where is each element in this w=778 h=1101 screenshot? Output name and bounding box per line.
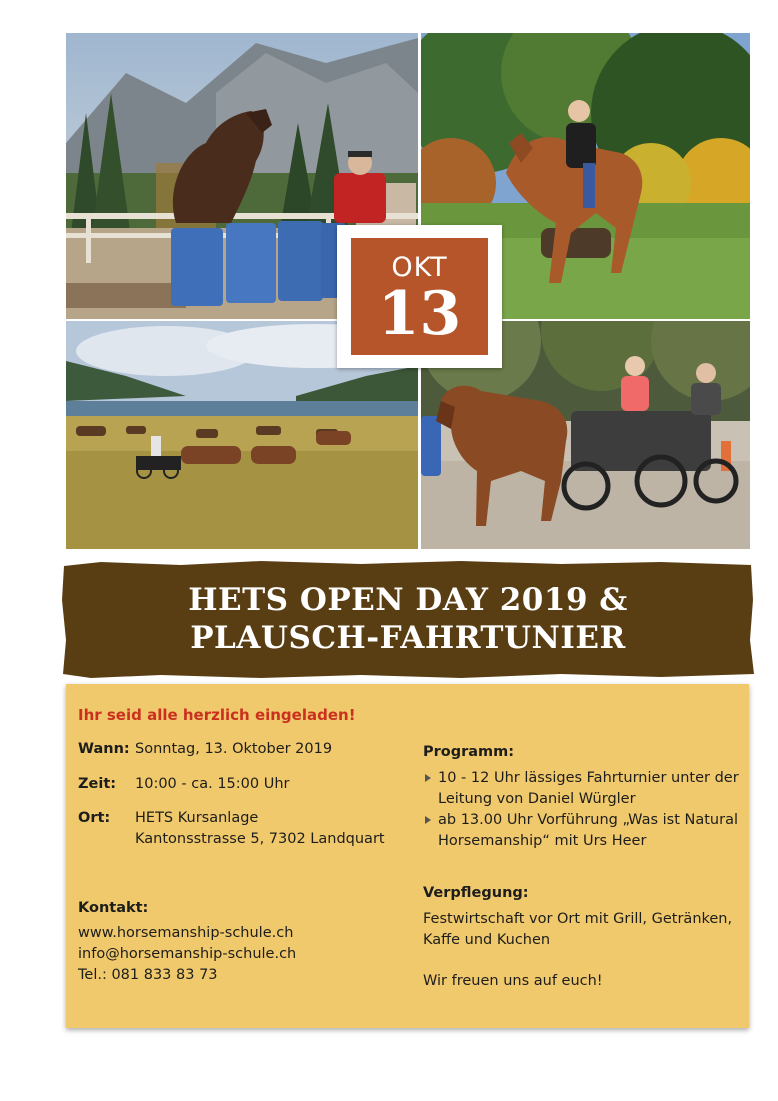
- triangle-bullet-icon: [425, 816, 431, 824]
- place-value: [135, 808, 385, 850]
- when-value: Sonntag, 13. Oktober 2019: [135, 741, 333, 757]
- date-month: OKT: [391, 252, 448, 283]
- triangle-bullet-icon: [425, 774, 431, 782]
- place-line1: HETS Kursanlage: [135, 810, 259, 826]
- title-banner: [61, 560, 755, 679]
- closing-text: Wir freuen uns auf euch!: [423, 973, 603, 989]
- info-box: [66, 684, 749, 1028]
- catering-text: [423, 909, 743, 951]
- invitation-text: Ihr seid alle herzlich eingeladen!: [78, 706, 356, 724]
- program-item-2-line1: ab 13.00 Uhr Vorführung „Was ist Natural: [438, 812, 738, 828]
- program-item-2-line2: Horsemanship“ mit Urs Heer: [438, 833, 647, 849]
- when-label: Wann:: [78, 741, 130, 757]
- time-row: [78, 774, 290, 795]
- program-item: [423, 810, 743, 852]
- catering-line1: Festwirtschaft vor Ort mit Grill, Getränken,: [423, 911, 733, 927]
- place-row: [78, 808, 385, 847]
- program-item-1-line2: Leitung von Daniel Würgler: [438, 791, 636, 807]
- event-title-line2: PLAUSCH-FAHRTUNIER: [190, 620, 626, 656]
- date-badge-inner: [351, 238, 488, 355]
- program-item-1-line1: 10 - 12 Uhr lässiges Fahrturnier unter der: [438, 770, 739, 786]
- contact-heading: Kontakt:: [78, 900, 149, 916]
- time-label: Zeit:: [78, 776, 117, 792]
- contact-phone: Tel.: 081 833 83 73: [78, 967, 218, 983]
- place-line2: Kantonsstrasse 5, 7302 Landquart: [135, 831, 385, 847]
- when-row: [78, 739, 333, 760]
- time-value: 10:00 - ca. 15:00 Uhr: [135, 776, 290, 792]
- contact-email: info@horsemanship-schule.ch: [78, 946, 297, 962]
- catering-line2: Kaffe und Kuchen: [423, 932, 551, 948]
- event-title-line1: HETS OPEN DAY 2019 &: [188, 582, 628, 618]
- contact-website: www.horsemanship-schule.ch: [78, 925, 294, 941]
- date-badge: [337, 225, 502, 368]
- program-item: [423, 768, 743, 810]
- catering-heading: Verpflegung:: [423, 885, 529, 901]
- place-label: Ort:: [78, 810, 111, 826]
- program-heading: Programm:: [423, 744, 515, 760]
- date-day: 13: [377, 279, 462, 349]
